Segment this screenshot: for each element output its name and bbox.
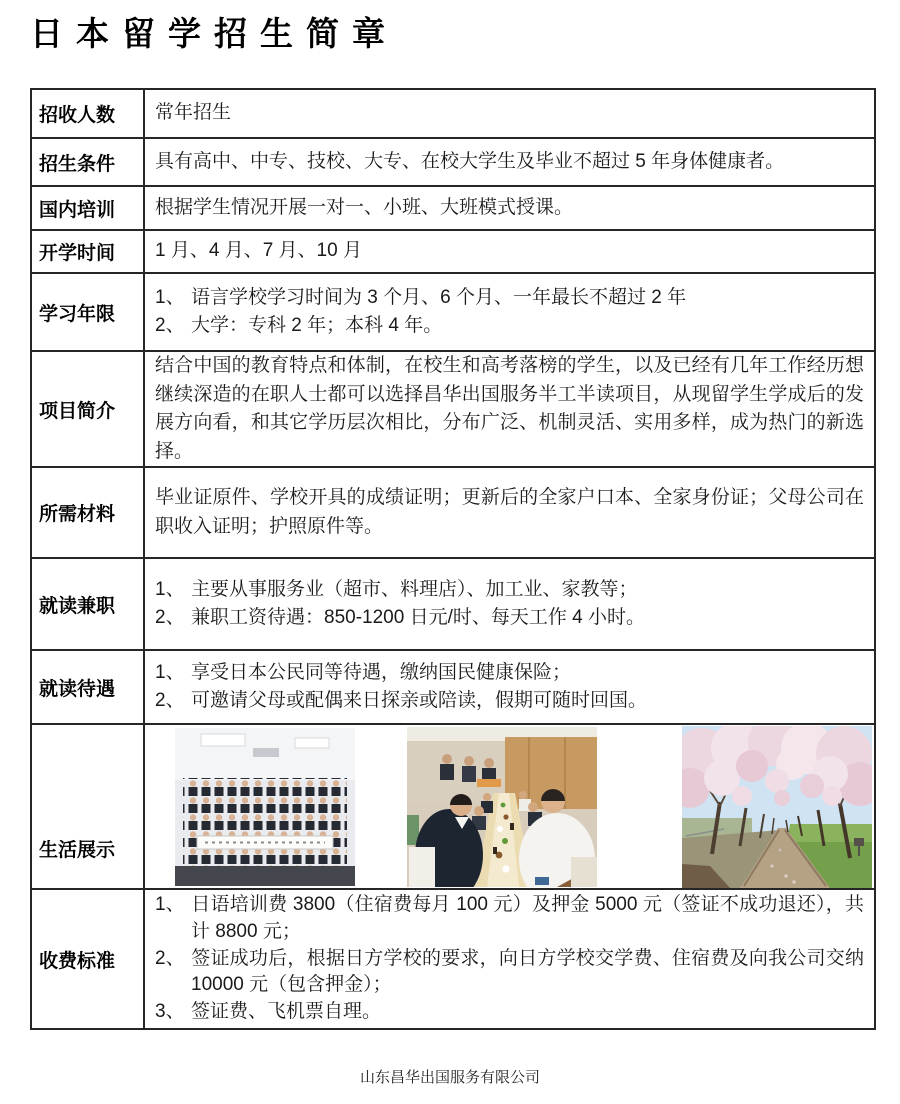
table-row-enrollment-number <box>32 90 874 139</box>
list-item <box>155 892 864 946</box>
company-name-footer: 山东昌华出国服务有限公司 <box>359 1069 540 1086</box>
table-row-requirements <box>32 139 874 187</box>
list-text: 可邀请父母或配偶来日探亲或陪读，假期可随时回国。 <box>191 690 648 711</box>
table-row-fees <box>32 890 874 1028</box>
row-text: 结合中国的教育特点和体制，在校生和高考落榜的学生，以及已经有几年工作经历想继续深造的在职人士都可以选择昌华出国服务半工半读项目，从现留学生学成后的发展方向看，和其它学历层次相比，分布广泛、机制灵活、实用多样，成为热门的新选择。 <box>155 355 864 462</box>
list-item <box>155 999 864 1026</box>
row-content <box>145 90 874 137</box>
list-marker: 2、 <box>155 947 185 969</box>
row-label: 就读待遇 <box>32 651 145 723</box>
row-content <box>145 274 874 350</box>
photo-gallery <box>145 725 876 888</box>
row-label: 所需材料 <box>32 468 145 557</box>
row-label: 项目简介 <box>32 352 145 466</box>
table-row-life-gallery <box>32 725 874 890</box>
table-row-start-dates <box>32 231 874 274</box>
row-content <box>145 559 874 649</box>
row-label: 招生条件 <box>32 139 145 185</box>
list-item <box>155 604 864 633</box>
list-text: 大学：专科 2 年；本科 4 年。 <box>191 315 443 336</box>
table-row-required-materials <box>32 468 874 559</box>
page-title: 日本留学招生简章 <box>30 15 398 52</box>
table-row-project-intro <box>32 352 874 468</box>
list-text: 语言学校学习时间为 3 个月、6 个月、一年最长不超过 2 年 <box>191 286 687 308</box>
row-text: 1 月、4 月、7 月、10 月 <box>155 240 362 262</box>
row-text: 毕业证原件、学校开具的成绩证明；更新后的全家户口本、全家身份证；父母公司在职收入证明；护照原件等。 <box>155 487 864 537</box>
table-row-study-duration <box>32 274 874 352</box>
list-marker: 2、 <box>155 607 185 628</box>
list-item <box>155 659 864 688</box>
row-text: 常年招生 <box>155 102 232 124</box>
list-item <box>155 312 864 341</box>
row-label: 国内培训 <box>32 187 145 229</box>
banquet-dinner-photo <box>407 727 597 887</box>
table-row-part-time-work <box>32 559 874 651</box>
list-item <box>155 946 864 1000</box>
row-content <box>145 139 874 185</box>
row-text: 具有高中、中专、技校、大专、在校大学生及毕业不超过 5 年身体健康者。 <box>155 150 785 172</box>
row-label: 收费标准 <box>32 890 145 1028</box>
list-marker: 1、 <box>155 578 185 600</box>
row-content <box>145 352 874 466</box>
list-item <box>155 576 864 605</box>
list-text: 日语培训费 3800（住宿费每月 100 元）及押金 5000 元（签证不成功退还），共计 8800 元； <box>191 893 864 942</box>
list-marker: 1、 <box>155 661 185 683</box>
row-content <box>145 651 874 723</box>
list-marker: 1、 <box>155 893 185 915</box>
admissions-table <box>30 88 876 1030</box>
cherry-blossom-path-photo <box>682 726 872 888</box>
list-item <box>155 284 864 313</box>
list-text: 签证费、飞机票自理。 <box>191 1001 382 1023</box>
list-marker: 2、 <box>155 315 185 336</box>
list-text: 签证成功后，根据日方学校的要求，向日方学校交学费、住宿费及向我公司交纳 10000 元（包含押金）； <box>191 947 864 996</box>
list-marker: 1、 <box>155 286 185 308</box>
table-row-student-benefits <box>32 651 874 725</box>
list-text: 兼职工资待遇：850-1200 日元/时、每天工作 4 小时。 <box>191 607 645 628</box>
row-label: 招收人数 <box>32 90 145 137</box>
row-content <box>145 468 874 557</box>
table-row-domestic-training <box>32 187 874 231</box>
row-content <box>145 890 874 1028</box>
row-label: 生活展示 <box>32 725 145 888</box>
list-text: 享受日本公民同等待遇，缴纳国民健康保险； <box>191 661 572 683</box>
list-marker: 2、 <box>155 690 185 711</box>
list-marker: 3、 <box>155 1001 185 1023</box>
row-label: 学习年限 <box>32 274 145 350</box>
list-item <box>155 687 864 716</box>
row-label: 开学时间 <box>32 231 145 272</box>
row-label: 就读兼职 <box>32 559 145 649</box>
row-text: 根据学生情况开展一对一、小班、大班模式授课。 <box>155 196 574 218</box>
students-group-photo <box>175 728 355 886</box>
row-content <box>145 231 874 272</box>
list-text: 主要从事服务业（超市、料理店）、加工业、家教等； <box>191 578 638 600</box>
row-content <box>145 187 874 229</box>
